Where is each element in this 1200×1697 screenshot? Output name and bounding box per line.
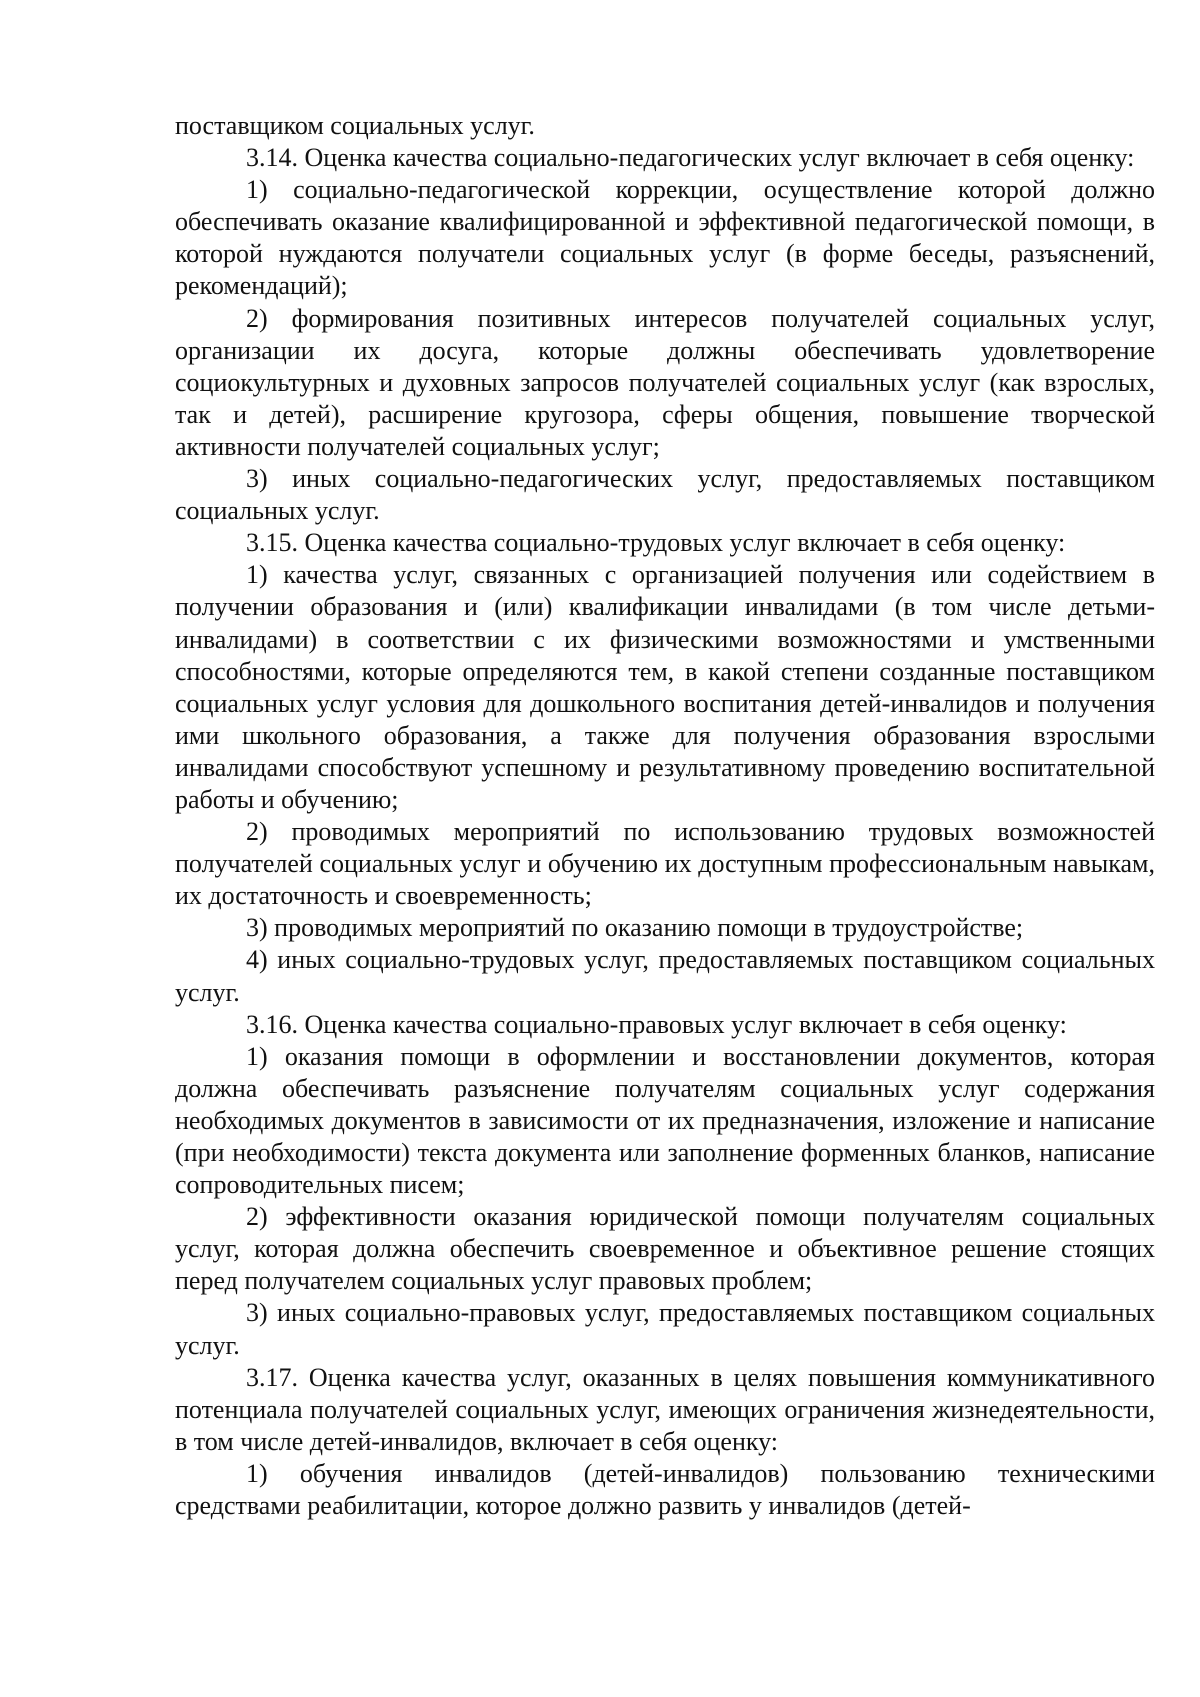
paragraph-3-16-item-2: 2) эффективности оказания юридической помощи получателям социальных услуг, которая должна обеспечить своевременное и объективное решение стоящих перед получателем социальных услуг правовых проблем; — [175, 1202, 1155, 1296]
paragraph-3-15-item-1: 1) качества услуг, связанных с организацией получения или содействием в получении образования и (или) квалификации инвалидами (в том числе детьми-инвалидами) в соответствии с их физическими возможностями и умственными способностями, которые определяются тем, в какой степени созданные поставщиком социальных услуг условия для дошкольного воспитания детей-инвалидов и получения ими школьного образования, а также для получения образования взрослыми инвалидами способствуют успешному и результативному проведению воспитательной работы и обучению; — [175, 560, 1155, 814]
paragraph-3-16-item-3: 3) иных социально-правовых услуг, предоставляемых поставщиком социальных услуг. — [175, 1298, 1155, 1360]
paragraph-3-15-item-4: 4) иных социально-трудовых услуг, предоставляемых поставщиком социальных услуг. — [175, 945, 1155, 1007]
paragraph-3-15-item-3: 3) проводимых мероприятий по оказанию помощи в трудоустройстве; — [246, 913, 1024, 943]
paragraph-3-14-item-2: 2) формирования позитивных интересов получателей социальных услуг, организации их досуга, которые должны обеспечивать удовлетворение социокультурных и духовных запросов получателей социальных услуг (как взрослых, так и детей), расширение кругозора, сферы общения, повышение творческой активности получателей социальных услуг; — [175, 303, 1155, 461]
paragraph-3-16: 3.16. Оценка качества социально-правовых услуг включает в себя оценку: — [246, 1009, 1067, 1039]
paragraph-3-14-item-3: 3) иных социально-педагогических услуг, предоставляемых поставщиком социальных услуг. — [175, 464, 1155, 526]
paragraph-continuation: поставщиком социальных услуг. — [175, 111, 535, 140]
paragraph-3-14: 3.14. Оценка качества социально-педагогических услуг включает в себя оценку: — [246, 143, 1135, 173]
paragraph-3-15: 3.15. Оценка качества социально-трудовых услуг включает в себя оценку: — [246, 528, 1066, 558]
paragraph-3-15-item-2: 2) проводимых мероприятий по использованию трудовых возможностей получателей социальных услуг и обучению их доступным профессиональным навыкам, их достаточность и своевременность; — [175, 817, 1155, 911]
paragraph-3-14-item-1: 1) социально-педагогической коррекции, осуществление которой должно обеспечивать оказание квалифицированной и эффективной педагогической помощи, в которой нуждаются получатели социальных услуг (в форме беседы, разъяснений, рекомендаций); — [175, 175, 1155, 301]
document-page — [175, 110, 1155, 1522]
paragraph-3-17: 3.17. Оценка качества услуг, оказанных в целях повышения коммуникативного потенциала получателей социальных услуг, имеющих ограничения жизнедеятельности, в том числе детей-инвалидов, включает в себя оценку: — [175, 1362, 1155, 1456]
paragraph-3-16-item-1: 1) оказания помощи в оформлении и восстановлении документов, которая должна обеспечивать разъяснение получателям социальных услуг содержания необходимых документов в зависимости от их предназначения, изложение и написание (при необходимости) текста документа или заполнение форменных бланков, написание сопроводительных писем; — [175, 1041, 1155, 1200]
paragraph-3-17-item-1: 1) обучения инвалидов (детей-инвалидов) пользованию техническими средствами реабилитации, которое должно развить у инвалидов (детей- — [175, 1458, 1155, 1521]
